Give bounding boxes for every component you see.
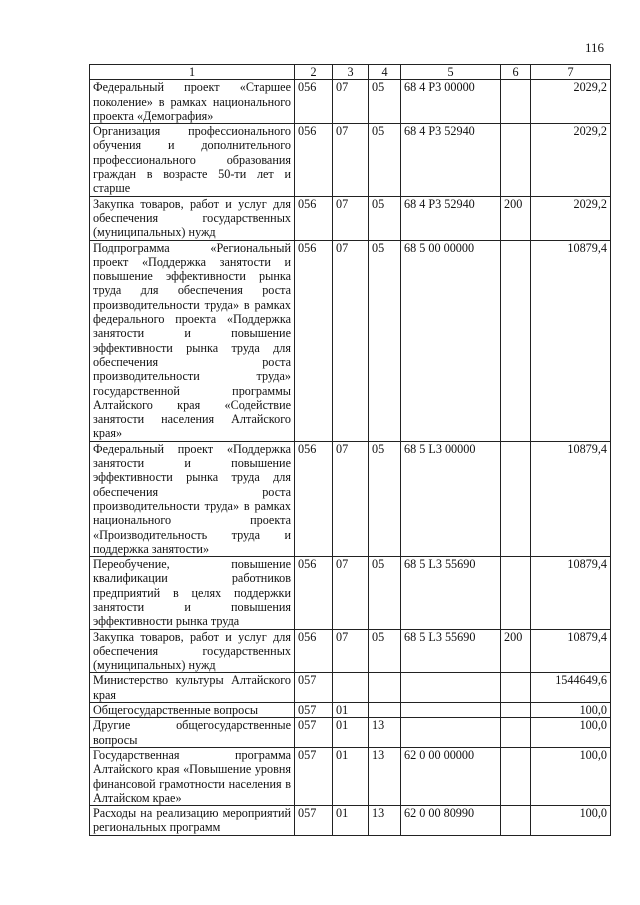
row-amount: 10879,4 bbox=[531, 240, 611, 441]
row-section-code: 07 bbox=[333, 557, 369, 629]
row-name: Переобучение, повышение квалификации работников предприятий в целях поддержки занятости и повышения эффективности рынка труда bbox=[90, 557, 295, 629]
row-grbs-code: 056 bbox=[295, 441, 333, 556]
header-col-5: 5 bbox=[401, 65, 501, 80]
row-name: Закупка товаров, работ и услуг для обеспечения государственных (муниципальных) нужд bbox=[90, 196, 295, 240]
table-row bbox=[90, 124, 611, 196]
row-name: Расходы на реализацию мероприятий региональных программ bbox=[90, 806, 295, 836]
row-expense-type bbox=[501, 806, 531, 836]
header-col-7: 7 bbox=[531, 65, 611, 80]
table-row bbox=[90, 240, 611, 441]
row-subsection-code: 05 bbox=[369, 80, 401, 124]
header-col-3: 3 bbox=[333, 65, 369, 80]
row-subsection-code: 05 bbox=[369, 557, 401, 629]
row-name: Федеральный проект «Поддержка занятости и повышение эффективности рынка труда для обеспечения роста производительности труда» в рамках национального проекта «Производительность труда и поддержка занятости» bbox=[90, 441, 295, 556]
table-row bbox=[90, 80, 611, 124]
row-target-article: 68 4 P3 00000 bbox=[401, 80, 501, 124]
row-expense-type bbox=[501, 124, 531, 196]
row-subsection-code: 05 bbox=[369, 240, 401, 441]
row-amount: 2029,2 bbox=[531, 124, 611, 196]
row-amount: 100,0 bbox=[531, 806, 611, 836]
row-section-code: 07 bbox=[333, 80, 369, 124]
row-target-article: 68 5 L3 55690 bbox=[401, 629, 501, 673]
row-subsection-code bbox=[369, 703, 401, 718]
row-target-article: 68 4 P3 52940 bbox=[401, 124, 501, 196]
row-amount: 10879,4 bbox=[531, 441, 611, 556]
row-amount: 10879,4 bbox=[531, 629, 611, 673]
row-section-code: 07 bbox=[333, 124, 369, 196]
row-amount: 2029,2 bbox=[531, 80, 611, 124]
row-section-code: 01 bbox=[333, 718, 369, 748]
header-col-2: 2 bbox=[295, 65, 333, 80]
row-name: Федеральный проект «Старшее поколение» в рамках национального проекта «Демография» bbox=[90, 80, 295, 124]
row-subsection-code: 13 bbox=[369, 718, 401, 748]
row-amount: 100,0 bbox=[531, 747, 611, 805]
row-name: Другие общегосударственные вопросы bbox=[90, 718, 295, 748]
table-row bbox=[90, 441, 611, 556]
table-row bbox=[90, 703, 611, 718]
row-grbs-code: 056 bbox=[295, 196, 333, 240]
row-target-article: 62 0 00 80990 bbox=[401, 806, 501, 836]
header-row bbox=[90, 65, 611, 80]
row-grbs-code: 057 bbox=[295, 673, 333, 703]
row-expense-type bbox=[501, 240, 531, 441]
row-amount: 100,0 bbox=[531, 718, 611, 748]
table-row bbox=[90, 747, 611, 805]
row-section-code bbox=[333, 673, 369, 703]
row-grbs-code: 056 bbox=[295, 124, 333, 196]
row-expense-type: 200 bbox=[501, 196, 531, 240]
row-name: Государственная программа Алтайского края «Повышение уровня финансовой грамотности населения в Алтайском крае» bbox=[90, 747, 295, 805]
row-target-article: 62 0 00 00000 bbox=[401, 747, 501, 805]
header-col-1: 1 bbox=[90, 65, 295, 80]
row-section-code: 01 bbox=[333, 806, 369, 836]
row-name: Министерство культуры Алтайского края bbox=[90, 673, 295, 703]
row-subsection-code: 05 bbox=[369, 124, 401, 196]
row-grbs-code: 057 bbox=[295, 806, 333, 836]
row-amount: 1544649,6 bbox=[531, 673, 611, 703]
row-target-article: 68 5 00 00000 bbox=[401, 240, 501, 441]
row-expense-type bbox=[501, 673, 531, 703]
table-row bbox=[90, 806, 611, 836]
row-expense-type bbox=[501, 703, 531, 718]
row-subsection-code bbox=[369, 673, 401, 703]
row-grbs-code: 057 bbox=[295, 703, 333, 718]
row-expense-type: 200 bbox=[501, 629, 531, 673]
row-section-code: 01 bbox=[333, 703, 369, 718]
row-expense-type bbox=[501, 441, 531, 556]
row-name: Общегосударственные вопросы bbox=[90, 703, 295, 718]
row-grbs-code: 056 bbox=[295, 240, 333, 441]
row-section-code: 07 bbox=[333, 441, 369, 556]
table-row bbox=[90, 557, 611, 629]
row-target-article bbox=[401, 718, 501, 748]
row-target-article bbox=[401, 703, 501, 718]
row-section-code: 07 bbox=[333, 240, 369, 441]
budget-table bbox=[89, 64, 611, 836]
row-amount: 100,0 bbox=[531, 703, 611, 718]
row-subsection-code: 13 bbox=[369, 747, 401, 805]
row-subsection-code: 13 bbox=[369, 806, 401, 836]
row-target-article: 68 4 P3 52940 bbox=[401, 196, 501, 240]
table-row bbox=[90, 629, 611, 673]
row-name: Подпрограмма «Региональный проект «Поддержка занятости и повышение эффективности рынка труда для обеспечения роста производительности труда» в рамках федерального проекта «Поддержка занятости и повышение эффективности рынка труда для обеспечения роста производительности труда» государственной программы Алтайского края «Содействие занятости населения Алтайского края» bbox=[90, 240, 295, 441]
row-subsection-code: 05 bbox=[369, 196, 401, 240]
row-expense-type bbox=[501, 557, 531, 629]
row-name: Организация профессионального обучения и дополнительного профессионального образования граждан в возрасте 50-ти лет и старше bbox=[90, 124, 295, 196]
row-expense-type bbox=[501, 747, 531, 805]
row-grbs-code: 057 bbox=[295, 747, 333, 805]
row-section-code: 07 bbox=[333, 196, 369, 240]
header-col-4: 4 bbox=[369, 65, 401, 80]
table-body bbox=[90, 80, 611, 835]
row-expense-type bbox=[501, 718, 531, 748]
header-col-6: 6 bbox=[501, 65, 531, 80]
table-header bbox=[90, 65, 611, 80]
row-name: Закупка товаров, работ и услуг для обеспечения государственных (муниципальных) нужд bbox=[90, 629, 295, 673]
table-row bbox=[90, 718, 611, 748]
row-target-article: 68 5 L3 00000 bbox=[401, 441, 501, 556]
row-subsection-code: 05 bbox=[369, 441, 401, 556]
row-grbs-code: 056 bbox=[295, 557, 333, 629]
row-section-code: 01 bbox=[333, 747, 369, 805]
row-grbs-code: 057 bbox=[295, 718, 333, 748]
row-section-code: 07 bbox=[333, 629, 369, 673]
row-target-article bbox=[401, 673, 501, 703]
row-target-article: 68 5 L3 55690 bbox=[401, 557, 501, 629]
page-number: 116 bbox=[584, 40, 604, 55]
table-row bbox=[90, 673, 611, 703]
row-amount: 10879,4 bbox=[531, 557, 611, 629]
row-amount: 2029,2 bbox=[531, 196, 611, 240]
row-grbs-code: 056 bbox=[295, 80, 333, 124]
row-grbs-code: 056 bbox=[295, 629, 333, 673]
row-subsection-code: 05 bbox=[369, 629, 401, 673]
row-expense-type bbox=[501, 80, 531, 124]
table-row bbox=[90, 196, 611, 240]
